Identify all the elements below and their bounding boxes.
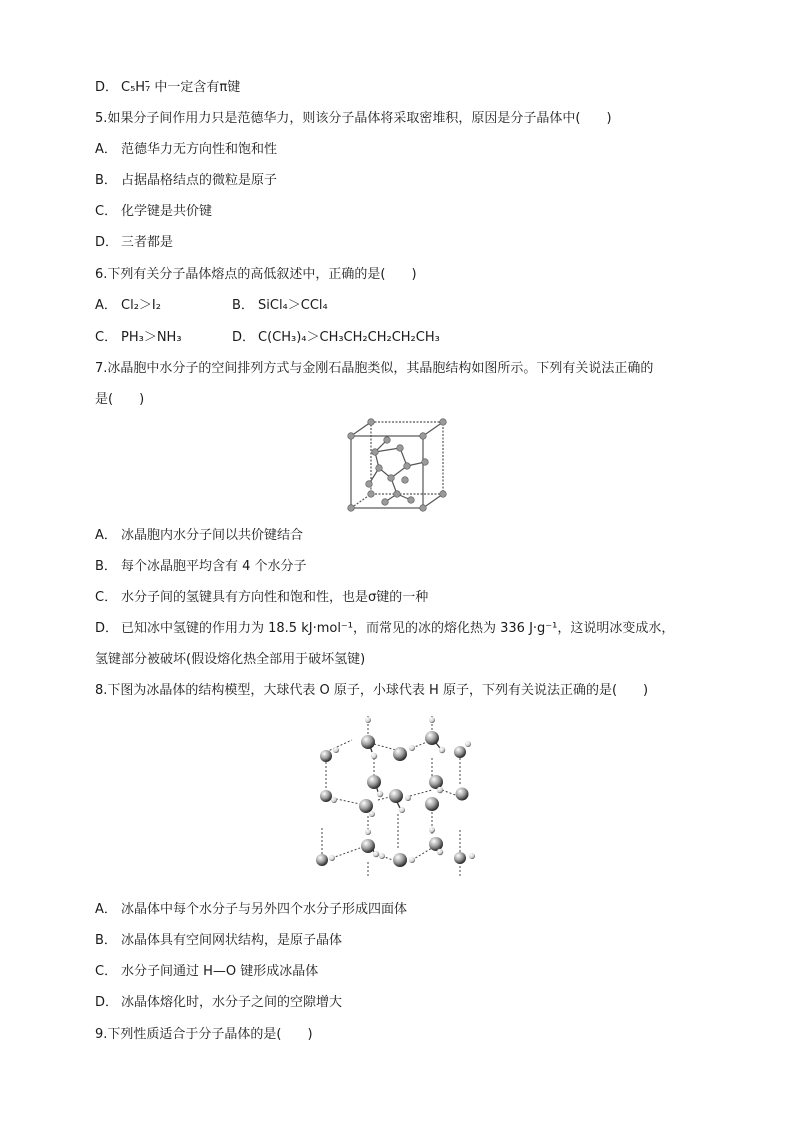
q8-option-d bbox=[95, 995, 342, 1011]
option-letter: B． bbox=[95, 173, 117, 188]
option-text: SiCl₄＞CCl₄ bbox=[258, 298, 328, 313]
option-letter: C． bbox=[95, 590, 118, 605]
option-text: 已知冰中氢键的作用力为 18.5 kJ·mol⁻¹，而常见的冰的熔化热为 336 J·g⁻¹，这说明冰变成水， bbox=[121, 621, 675, 636]
option-letter: A． bbox=[95, 528, 117, 543]
option-letter: D． bbox=[95, 621, 119, 636]
option-letter: B． bbox=[95, 559, 117, 574]
option-letter: A． bbox=[95, 298, 117, 313]
option-text: C(CH₃)₄＞CH₃CH₂CH₂CH₂CH₃ bbox=[258, 330, 440, 345]
q6-option-d bbox=[232, 330, 440, 346]
q7-option-c bbox=[95, 590, 428, 606]
q6-options-ab bbox=[95, 298, 328, 314]
q9-stem: 9.下列性质适合于分子晶体的是( ) bbox=[95, 1027, 313, 1042]
q7-option-d bbox=[95, 621, 674, 637]
option-text: 水分子间通过 H—O 键形成冰晶体 bbox=[121, 964, 319, 979]
option-letter: C． bbox=[95, 964, 118, 979]
option-text: 冰晶体熔化时，水分子之间的空隙增大 bbox=[121, 995, 343, 1010]
option-letter: D． bbox=[95, 80, 119, 95]
q7-stem-line1: 7.冰晶胞中水分子的空间排列方式与金刚石晶胞类似，其晶胞结构如图所示。下列有关说法正确的 bbox=[95, 361, 654, 376]
option-letter: D． bbox=[232, 330, 256, 345]
option-letter: C． bbox=[95, 330, 118, 345]
option-text: 冰晶胞内水分子间以共价键结合 bbox=[121, 528, 304, 543]
q6-option-b bbox=[232, 298, 328, 314]
option-text: 每个冰晶胞平均含有 4 个水分子 bbox=[121, 559, 307, 574]
q8-option-a bbox=[95, 902, 407, 918]
q5-stem: 5.如果分子间作用力只是范德华力，则该分子晶体将采取密堆积，原因是分子晶体中( ) bbox=[95, 111, 612, 126]
q8-option-b bbox=[95, 933, 342, 949]
option-text: 占据晶格结点的微粒是原子 bbox=[121, 173, 278, 188]
q5-option-b bbox=[95, 173, 277, 189]
option-text: 水分子间的氢键具有方向性和饱和性，也是σ键的一种 bbox=[121, 590, 429, 605]
option-text: Cl₂＞I₂ bbox=[121, 298, 161, 313]
option-text: 化学键是共价键 bbox=[121, 204, 213, 219]
option-letter: D． bbox=[95, 235, 119, 250]
q8-stem: 8.下图为冰晶体的结构模型，大球代表 O 原子，小球代表 H 原子，下列有关说法正确的是( ) bbox=[95, 683, 649, 698]
option-text: PH₃＞NH₃ bbox=[121, 330, 182, 345]
q6-options-cd bbox=[95, 330, 440, 346]
q7-option-a bbox=[95, 528, 303, 544]
q5-option-c bbox=[95, 204, 212, 220]
option-text: 冰晶体具有空间网状结构，是原子晶体 bbox=[121, 933, 343, 948]
option-text: 三者都是 bbox=[121, 235, 174, 250]
option-letter: C． bbox=[95, 204, 118, 219]
q5-option-a bbox=[95, 142, 277, 158]
q7-option-d-line2: 氢键部分被破坏(假设熔化热全部用于破坏氢键) bbox=[95, 652, 366, 667]
option-letter: B． bbox=[95, 933, 117, 948]
q5-option-d bbox=[95, 235, 173, 251]
option-text: C₅H₇̄ 中一定含有π键 bbox=[121, 80, 241, 95]
q8-option-c bbox=[95, 964, 318, 980]
ice-unit-cell-figure bbox=[345, 418, 450, 518]
option-letter: A． bbox=[95, 902, 117, 917]
q7-stem-line2: 是( ) bbox=[95, 392, 145, 407]
q4-option-d bbox=[95, 80, 240, 96]
option-text: 范德华力无方向性和饱和性 bbox=[121, 142, 278, 157]
ice-crystal-model-figure bbox=[312, 712, 482, 882]
q7-option-b bbox=[95, 559, 307, 575]
option-letter: D． bbox=[95, 995, 119, 1010]
option-letter: B． bbox=[232, 298, 254, 313]
option-letter: A． bbox=[95, 142, 117, 157]
option-text: 冰晶体中每个水分子与另外四个水分子形成四面体 bbox=[121, 902, 408, 917]
q6-stem: 6.下列有关分子晶体熔点的高低叙述中，正确的是( ) bbox=[95, 267, 417, 282]
